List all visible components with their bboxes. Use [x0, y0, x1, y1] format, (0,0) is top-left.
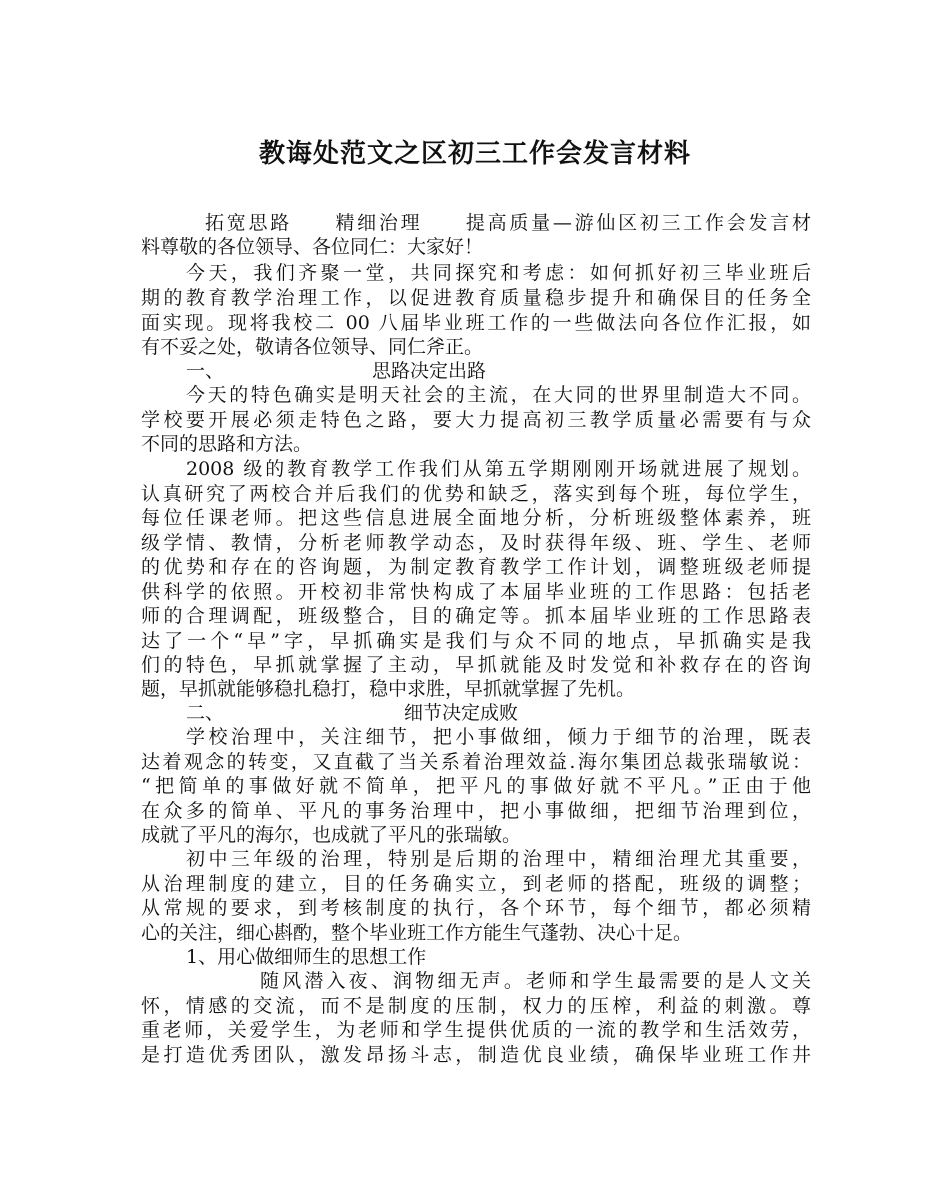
paragraph-line: 达了一个“早”字，早抓确实是我们与众不同的地点，早抓确实是我 — [141, 630, 811, 652]
paragraph-line: 从治理制度的建立，目的任务确实立，到老师的搭配，班级的调整； — [141, 873, 811, 895]
paragraph-line: 师的合理调配，班级整合，目的确定等。抓本届毕业班的工作思路表 — [141, 605, 811, 627]
paragraph-line: 期的教育教学治理工作，以促进教育质量稳步提升和确保目的任务全 — [141, 287, 811, 309]
paragraph-line: 的优势和存在的咨询题，为制定教育教学工作计划，调整班级老师提 — [141, 556, 811, 578]
paragraph-line: 是打造优秀团队，激发昂扬斗志，制造优良业绩，确保毕业班工作井 — [141, 1044, 811, 1066]
paragraph-line: 随风潜入夜、润物细无声。老师和学生最需要的是人文关 — [260, 970, 811, 992]
paragraph-line: 达着观念的转变，又直截了当关系着治理效益.海尔集团总裁张瑞敏说： — [141, 751, 811, 773]
section-number: 二、 — [186, 702, 225, 724]
paragraph-line: 初中三年级的治理，特别是后期的治理中，精细治理尤其重要， — [186, 848, 811, 870]
paragraph-line: 题，早抓就能够稳扎稳打，稳中求胜，早抓就掌握了先机。 — [141, 678, 636, 700]
paragraph-line: 每位任课老师。把这些信息进展全面地分析，分析班级整体素养，班 — [141, 507, 811, 529]
paragraph-line: 成就了平凡的海尔，也成就了平凡的张瑞敏。 — [141, 824, 522, 846]
paragraph-line: 有不妥之处，敬请各位领导、同仁斧正。 — [141, 336, 484, 358]
paragraph-line: 怀，情感的交流，而不是制度的压制，权力的压榨，利益的刺激。尊 — [141, 995, 811, 1017]
section-heading-2 — [186, 701, 786, 725]
paragraph-line: 不同的思路和方法。 — [141, 433, 313, 455]
section-title: 细节决定成败 — [404, 702, 519, 724]
section-number: 一、 — [186, 360, 225, 382]
subsection-heading: 1、用心做细师生的思想工作 — [186, 946, 427, 968]
paragraph-line: 料尊敬的各位领导、各位同仁：大家好！ — [141, 236, 484, 258]
paragraph-line: 心的关注，细心斟酌，整个毕业班工作方能生气蓬勃、决心十足。 — [141, 922, 693, 944]
paragraph-line: 2008 级的教育教学工作我们从第五学期刚刚开场就进展了规划。 — [186, 458, 811, 480]
paragraph-line: 级学情、教情，分析老师教学动态，及时获得年级、班、学生、老师 — [141, 532, 811, 554]
paragraph-line: 今天，我们齐聚一堂，共同探究和考虑：如何抓好初三毕业班后 — [186, 262, 811, 284]
paragraph-line: “把简单的事做好就不简单，把平凡的事做好就不平凡。”正由于他 — [141, 775, 811, 797]
paragraph-line: 们的特色，早抓就掌握了主动，早抓就能及时发觉和补救存在的咨询 — [141, 654, 811, 676]
paragraph-line: 今天的特色确实是明天社会的主流，在大同的世界里制造大不同。 — [186, 384, 811, 406]
paragraph-line: 重老师，关爱学生，为老师和学生提供优质的一流的教学和生活效劳， — [141, 1019, 811, 1041]
paragraph-line: 面实现。现将我校二 00 八届毕业班工作的一些做法向各位作汇报，如 — [141, 312, 811, 334]
section-title: 思路决定出路 — [372, 360, 487, 382]
document-title: 教诲处范文之区初三工作会发言材料 — [258, 139, 691, 169]
paragraph-line: 学校要开展必须走特色之路，要大力提高初三教学质量必需要有与众 — [141, 409, 811, 431]
paragraph-line: 拓宽思路 精细治理 提高质量—游仙区初三工作会发言材 — [205, 212, 811, 234]
paragraph-line: 学校治理中，关注细节，把小事做细，倾力于细节的治理，既表 — [186, 726, 811, 748]
paragraph-line: 在众多的简单、平凡的事务治理中，把小事做细，把细节治理到位， — [141, 800, 811, 822]
paragraph-line: 从常规的要求，到考核制度的执行，各个环节，每个细节，都必须精 — [141, 897, 811, 919]
paragraph-line: 供科学的依照。开校初非常快构成了本届毕业班的工作思路：包括老 — [141, 581, 811, 603]
paragraph-line: 认真研究了两校合并后我们的优势和缺乏，落实到每个班，每位学生， — [141, 483, 811, 505]
section-heading-1 — [186, 359, 786, 383]
